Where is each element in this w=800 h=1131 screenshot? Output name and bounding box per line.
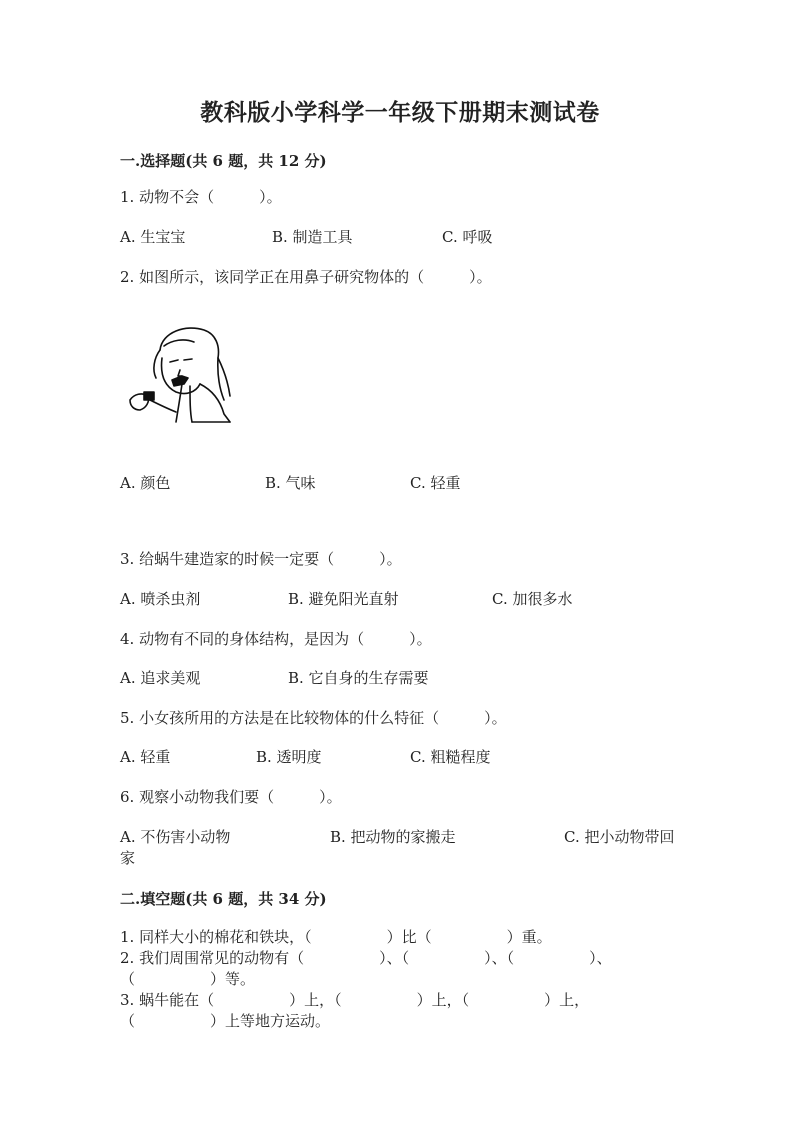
fill-question-3: 3. 蜗牛能在（ ）上，（ ）上，（ ）上， (120, 991, 590, 1009)
option-c: C. 加很多水 (492, 590, 573, 608)
fill-question-1: 1. 同样大小的棉花和铁块，（ ）比（ ）重。 (120, 928, 552, 946)
option-b: B. 避免阳光直射 (288, 590, 399, 608)
question-3: 3. 给蜗牛建造家的时候一定要（ ）。 (120, 550, 402, 568)
options-1 (120, 226, 680, 248)
option-b: B. 制造工具 (272, 228, 353, 246)
option-b: B. 把动物的家搬走 (330, 828, 456, 846)
question-1: 1. 动物不会（ ）。 (120, 188, 282, 206)
option-c: C. 呼吸 (442, 228, 493, 246)
option-a: A. 追求美观 (120, 669, 201, 687)
section-heading-fill: 二.填空题(共 6 题，共 34 分) (120, 890, 327, 908)
options-4 (120, 667, 680, 689)
option-a: A. 颜色 (120, 474, 171, 492)
option-b: B. 它自身的生存需要 (288, 669, 429, 687)
fill-question-2: 2. 我们周围常见的动物有（ ）、（ ）、（ ）、 (120, 949, 612, 967)
option-c-wrap: 家 (120, 849, 136, 867)
option-c: C. 轻重 (410, 474, 461, 492)
option-a: A. 喷杀虫剂 (120, 590, 201, 608)
options-3 (120, 588, 680, 610)
page-title: 教科版小学科学一年级下册期末测试卷 (200, 99, 600, 126)
options-6 (120, 826, 680, 848)
options-2 (120, 472, 680, 494)
section-heading-choice: 一.选择题(共 6 题，共 12 分) (120, 152, 327, 170)
option-a: A. 轻重 (120, 748, 171, 766)
option-b: B. 气味 (265, 474, 316, 492)
fill-question-2-cont: （ ）等。 (120, 970, 256, 988)
option-a: A. 生宝宝 (120, 228, 186, 246)
question-2: 2. 如图所示，该同学正在用鼻子研究物体的（ ）。 (120, 268, 492, 286)
question-5: 5. 小女孩所用的方法是在比较物体的什么特征（ ）。 (120, 709, 507, 727)
fill-question-3-cont: （ ）上等地方运动。 (120, 1012, 331, 1030)
question-6: 6. 观察小动物我们要（ ）。 (120, 788, 342, 806)
option-b: B. 透明度 (256, 748, 322, 766)
question-4: 4. 动物有不同的身体结构，是因为（ ）。 (120, 630, 432, 648)
options-5 (120, 746, 680, 768)
girl-smelling-illustration (120, 318, 240, 428)
option-c: C. 把小动物带回 (564, 828, 675, 846)
option-a: A. 不伤害小动物 (120, 828, 231, 846)
option-c: C. 粗糙程度 (410, 748, 491, 766)
